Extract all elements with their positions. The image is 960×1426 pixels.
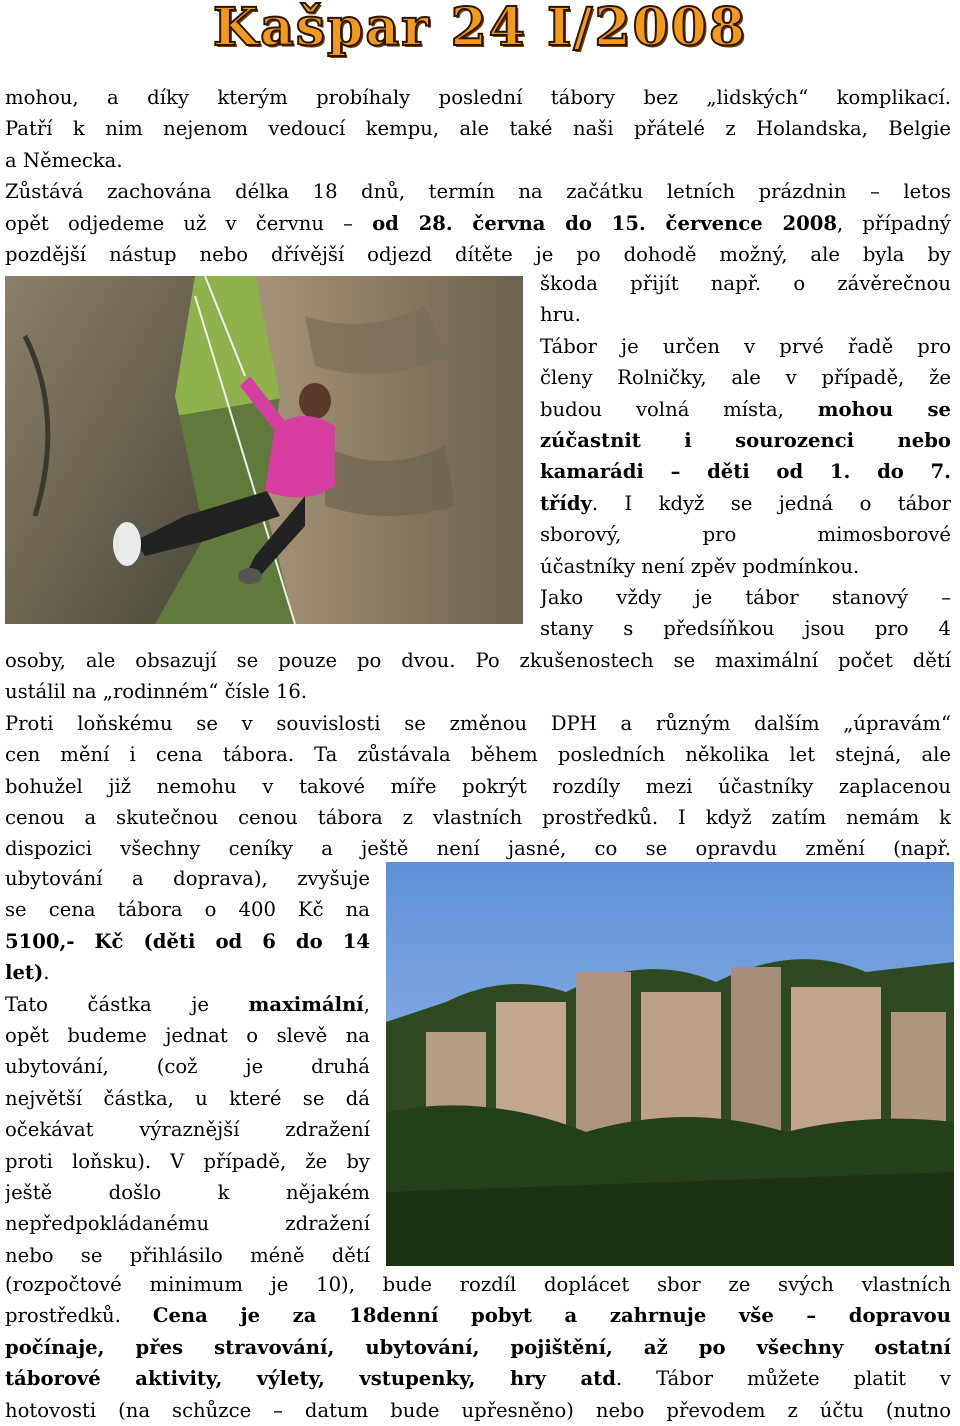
bold-text: třídy (540, 491, 592, 515)
text-segment: . (43, 961, 50, 985)
text-line: stany s předsíňkou jsou pro 4 (540, 617, 951, 641)
bold-text: maximální (248, 992, 364, 1016)
paragraph-payment (5, 1269, 951, 1426)
text-line (5, 1332, 951, 1363)
text-line: největší částka, u které se dá (5, 1086, 370, 1110)
text-line (540, 456, 951, 487)
text-line (5, 926, 370, 957)
bold-text: Cena je za 18denní pobyt a zahrnuje vše – dopravou (152, 1304, 951, 1328)
text-segment: prostředků. (5, 1304, 153, 1328)
text-line: sborový, pro mimosborové (540, 523, 951, 547)
paragraph-left-column (5, 863, 370, 1271)
text-line: očekávat výraznější zdražení (5, 1118, 370, 1142)
text-line: proti loňsku). V případě, že by (5, 1149, 370, 1173)
text-line: opět budeme jednat o slevě na (5, 1023, 370, 1047)
text-segment: . I když se jedná o tábor (591, 491, 951, 515)
text-line: ubytování, (což je druhá (5, 1055, 370, 1079)
masthead (0, 0, 960, 56)
text-segment: . Tábor můžete platit v (615, 1367, 951, 1391)
text-line: cenou a skutečnou cenou tábora z vlastních prostředků. I když zatím nemám k (5, 805, 951, 829)
text-line: členy Rolničky, ale v případě, že (540, 366, 951, 390)
text-line: hru. (540, 303, 581, 327)
text-segment: , (363, 992, 370, 1016)
text-line (540, 488, 951, 519)
text-line: ustálil na „rodinném“ čísle 16. (5, 680, 308, 704)
text-line: mohou, a díky kterým probíhaly poslední tábory bez „lidských“ komplikací. (5, 86, 951, 109)
text-line (5, 957, 370, 988)
text-line: nepředpokládanému zdražení (5, 1212, 370, 1236)
text-line (540, 425, 951, 456)
page-title: Kašpar 24 I/2008 (212, 0, 748, 58)
text-line: pozdější nástup nebo dřívější odjezd dítěte je po dohodě možný, ale byla by (5, 242, 951, 266)
text-line: Proti loňskému se v souvislosti se změnou DPH a různým dalším „úpravám“ (5, 711, 951, 735)
text-line: a Německa. (5, 148, 123, 172)
text-line: dispozici všechny ceníky a ještě není jasné, co se opravdu změní (např. (5, 837, 951, 861)
bold-text: táborové aktivity, výlety, vstupenky, hry atd (5, 1367, 616, 1391)
bold-text: let) (5, 961, 44, 985)
text-line: se cena tábora o 400 Kč na (5, 898, 370, 922)
bold-text: mohou se (817, 397, 951, 421)
paragraph-intro (5, 82, 951, 270)
text-line: ještě došlo k nějakém (5, 1180, 370, 1204)
climber-photo (5, 276, 523, 624)
rocks-landscape-photo (386, 862, 954, 1266)
text-line: účastníky není zpěv podmínkou. (540, 554, 860, 578)
text-line (5, 1363, 951, 1394)
text-line (5, 1300, 951, 1331)
text-line: Tábor je určen v prvé řadě pro (540, 334, 951, 358)
text-line: Patří k nim nejenom vedoucí kempu, ale také naši přátelé z Holandska, Belgie (5, 117, 951, 141)
text-segment: opět odjedeme už v červnu – (5, 211, 373, 235)
bold-text: zúčastnit i sourozenci nebo (540, 428, 951, 452)
bold-text: od 28. června do 15. července 2008 (372, 211, 837, 235)
text-segment: budou volná místa, (540, 397, 818, 421)
text-line: Zůstává zachována délka 18 dnů, termín na začátku letních prázdnin – letos (5, 180, 951, 204)
bold-text: 5100,- Kč (děti od 6 do 14 (5, 929, 370, 953)
text-line (5, 989, 370, 1020)
text-segment: , případný (837, 211, 951, 235)
text-line: hotovosti (na schůzce – datum bude upřesněno) nebo převodem z účtu (nutno (5, 1398, 951, 1422)
text-line: osoby, ale obsazují se pouze po dvou. Po zkušenostech se maximální počet dětí (5, 649, 951, 672)
text-line: Jako vždy je tábor stanový – (540, 585, 951, 609)
text-line: cen mění i cena tábora. Ta zůstávala během posledních několika let stejná, ale (5, 743, 951, 767)
text-line (5, 208, 951, 239)
text-line: bohužel již nemohu v takové míře pokrýt rozdíly mezi účastníky zaplacenou (5, 774, 951, 798)
text-segment: Tato částka je (5, 992, 249, 1016)
bold-text: kamarádi – děti od 1. do 7. (540, 460, 951, 484)
paragraph-right-column (540, 268, 951, 645)
text-line: škoda přijít např. o závěrečnou (540, 272, 951, 295)
text-line: nebo se přihlásilo méně dětí (5, 1243, 370, 1267)
text-line (540, 394, 951, 425)
text-line: (rozpočtové minimum je 10), bude rozdíl doplácet sbor ze svých vlastních (5, 1273, 951, 1296)
text-line: ubytování a doprava), zvyšuje (5, 867, 370, 890)
paragraph-price (5, 645, 951, 865)
bold-text: počínaje, přes stravování, ubytování, pojištění, až po všechny ostatní (5, 1335, 951, 1359)
